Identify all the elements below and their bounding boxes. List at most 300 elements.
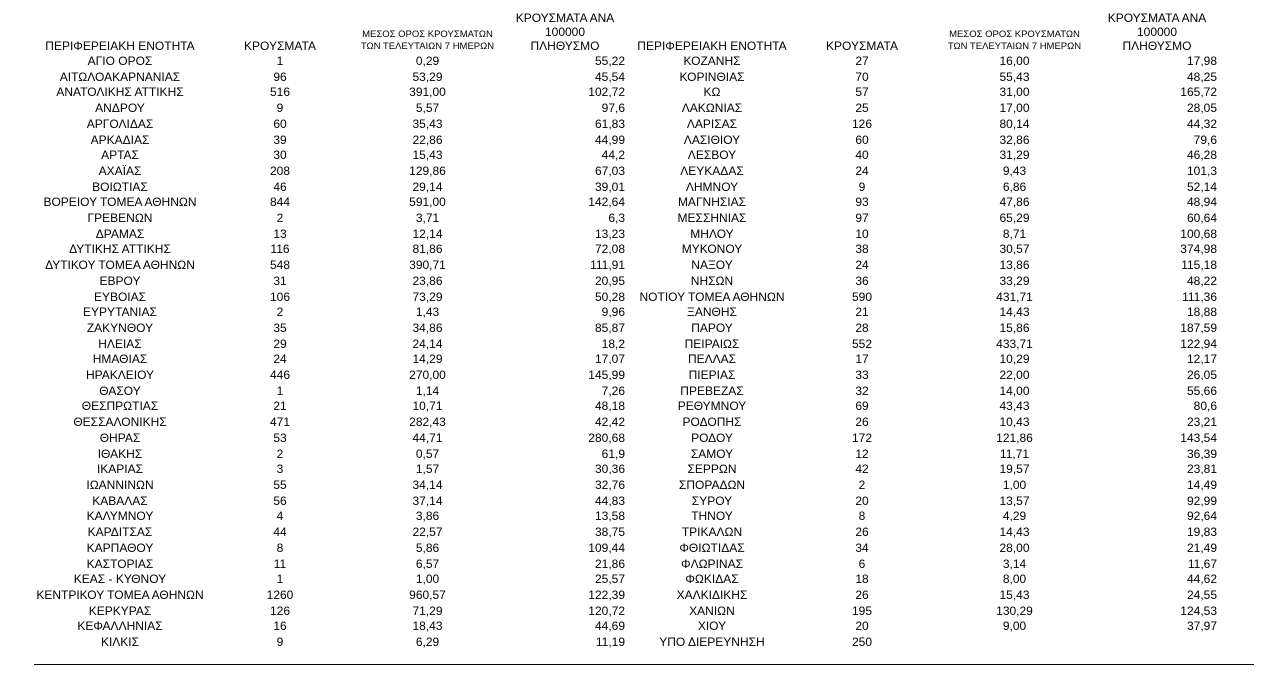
cell-avg7: 53,29: [412, 69, 443, 84]
cell-cases: 11: [273, 556, 287, 571]
cell-cases: 126: [851, 116, 873, 131]
cell-cases: 2: [276, 211, 284, 226]
header-cases: ΚΡΟΥΣΜΑΤΑ: [826, 39, 898, 53]
cell-per100k: 23,81: [1186, 462, 1217, 477]
cell-per100k: 6,3: [608, 211, 625, 226]
header-per100k-line2: ΠΛΗΘΥΣΜΟ: [1122, 39, 1192, 53]
cell-region: ΤΗΝΟΥ: [691, 509, 733, 524]
right-table-body: [632, 54, 1217, 651]
cell-region: ΛΑΣΙΘΙΟΥ: [683, 132, 741, 147]
table-row: [632, 541, 1217, 557]
cell-region: ΛΕΣΒΟΥ: [687, 148, 737, 163]
cell-region: ΑΝΔΡΟΥ: [95, 101, 145, 116]
cell-region: ΦΛΩΡΙΝΑΣ: [681, 556, 743, 571]
left-table-section: [30, 0, 625, 651]
cell-cases: 1: [276, 54, 284, 68]
cell-avg7: 433,71: [996, 336, 1033, 351]
cell-per100k: 115,18: [1181, 258, 1217, 273]
cell-per100k: 37,97: [1186, 619, 1217, 634]
cell-per100k: 48,94: [1186, 195, 1217, 210]
cell-per100k: 61,83: [594, 116, 625, 131]
cell-region: ΘΗΡΑΣ: [99, 430, 141, 445]
cell-avg7: 4,29: [1002, 509, 1027, 524]
table-row: [30, 70, 625, 86]
cell-avg7: 71,29: [412, 603, 443, 618]
cell-cases: 2: [858, 477, 866, 492]
cell-avg7: 23,86: [412, 273, 443, 288]
cell-region: ΑΝΑΤΟΛΙΚΗΣ ΑΤΤΙΚΗΣ: [56, 85, 184, 100]
cell-cases: 3: [276, 462, 284, 477]
cell-per100k: 80,6: [1193, 399, 1217, 414]
header-avg7-line1: ΜΕΣΟΣ ΟΡΟΣ ΚΡΟΥΣΜΑΤΩΝ: [362, 29, 493, 40]
cell-region: ΠΕΙΡΑΙΩΣ: [684, 336, 740, 351]
cell-cases: 46: [273, 179, 287, 194]
cell-avg7: 34,14: [412, 477, 443, 492]
cell-per100k: 44,2: [601, 148, 625, 163]
cell-cases: 30: [273, 148, 287, 163]
cell-cases: 195: [851, 603, 873, 618]
cell-avg7: 65,29: [999, 211, 1030, 226]
cell-per100k: 120,72: [588, 603, 625, 618]
table-row: [30, 101, 625, 117]
table-row: [30, 462, 625, 478]
cell-region: ΚΑΣΤΟΡΙΑΣ: [86, 556, 154, 571]
cell-per100k: 92,99: [1186, 493, 1217, 508]
cell-per100k: 61,9: [601, 446, 625, 461]
cell-per100k: 46,28: [1186, 148, 1217, 163]
cell-per100k: 50,28: [594, 289, 625, 304]
cell-region: ΛΑΚΩΝΙΑΣ: [681, 101, 743, 116]
table-row: [30, 525, 625, 541]
table-row: [30, 227, 625, 243]
table-row: [30, 180, 625, 196]
cell-cases: 16: [273, 619, 287, 634]
cell-per100k: 165,72: [1180, 85, 1217, 100]
table-row: [30, 321, 625, 337]
cell-avg7: 12,14: [412, 226, 443, 241]
header-region: ΠΕΡΙΦΕΡΕΙΑΚΗ ΕΝΟΤΗΤΑ: [637, 39, 787, 53]
cell-avg7: 9,43: [1002, 163, 1027, 178]
table-row: [30, 211, 625, 227]
cell-avg7: 121,86: [996, 430, 1033, 445]
cell-region: ΑΡΚΑΔΙΑΣ: [90, 132, 150, 147]
cell-avg7: 22,86: [412, 132, 443, 147]
table-row: [632, 211, 1217, 227]
cell-per100k: 143,54: [1180, 430, 1217, 445]
cell-region: ΚΕΡΚΥΡΑΣ: [88, 603, 152, 618]
cell-region: ΒΟΙΩΤΙΑΣ: [92, 179, 148, 194]
cell-cases: 18: [855, 572, 869, 587]
table-row: [30, 242, 625, 258]
cell-avg7: 30,57: [999, 242, 1030, 257]
cell-per100k: 44,62: [1186, 572, 1217, 587]
cell-per100k: 97,6: [601, 101, 625, 116]
cell-per100k: 101,3: [1186, 163, 1217, 178]
table-row: [632, 447, 1217, 463]
cell-avg7: 5,86: [415, 540, 440, 555]
table-row: [30, 431, 625, 447]
cell-per100k: 7,26: [601, 383, 625, 398]
cell-per100k: 32,76: [594, 477, 625, 492]
cell-per100k: 79,6: [1193, 132, 1217, 147]
cell-avg7: 31,00: [999, 85, 1030, 100]
table-row: [30, 274, 625, 290]
right-table-section: [632, 0, 1217, 651]
cell-avg7: 80,14: [999, 116, 1030, 131]
cell-avg7: 0,29: [415, 54, 440, 68]
cell-region: ΔΥΤΙΚΟΥ ΤΟΜΕΑ ΑΘΗΝΩΝ: [45, 258, 195, 273]
cell-per100k: 12,17: [1186, 352, 1217, 367]
cell-cases: 26: [855, 525, 869, 540]
cell-region: ΡΕΘΥΜΝΟΥ: [677, 399, 747, 414]
cell-cases: 25: [855, 101, 869, 116]
cell-region: ΘΕΣΠΡΩΤΙΑΣ: [81, 399, 159, 414]
cell-region: ΣΥΡΟΥ: [691, 493, 733, 508]
table-row: [30, 148, 625, 164]
cell-region: ΞΑΝΘΗΣ: [687, 305, 737, 320]
cell-region: ΔΥΤΙΚΗΣ ΑΤΤΙΚΗΣ: [69, 242, 171, 257]
cell-cases: 446: [269, 368, 291, 383]
cell-cases: 4: [276, 509, 284, 524]
cell-region: ΚΑΡΠΑΘΟΥ: [86, 540, 154, 555]
cell-region: ΚΑΡΔΙΤΣΑΣ: [87, 525, 153, 540]
cell-per100k: 38,75: [594, 525, 625, 540]
cell-cases: 8: [858, 509, 866, 524]
cell-region: ΚΑΛΥΜΝΟΥ: [86, 509, 154, 524]
cell-per100k: 9,96: [601, 305, 625, 320]
cell-cases: 39: [273, 132, 287, 147]
cell-per100k: 18,88: [1186, 305, 1217, 320]
cell-per100k: 48,22: [1186, 273, 1217, 288]
table-row: [632, 195, 1217, 211]
cell-cases: 2: [276, 305, 284, 320]
table-row: [632, 431, 1217, 447]
cell-region: ΔΡΑΜΑΣ: [95, 226, 145, 241]
table-row: [632, 321, 1217, 337]
table-row: [632, 227, 1217, 243]
cell-per100k: 100,68: [1180, 226, 1217, 241]
cell-cases: 27: [855, 54, 869, 68]
header-avg7-line2: ΤΩΝ ΤΕΛΕΥΤΑΙΩΝ 7 ΗΜΕΡΩΝ: [360, 41, 495, 52]
cell-avg7: 10,71: [412, 399, 443, 414]
cell-avg7: 8,00: [1002, 572, 1027, 587]
cell-region: ΦΘΙΩΤΙΔΑΣ: [679, 540, 745, 555]
table-row: [30, 337, 625, 353]
cell-region: ΝΗΣΩΝ: [690, 273, 734, 288]
cell-avg7: 9,00: [1002, 619, 1027, 634]
table-row: [632, 180, 1217, 196]
table-row: [632, 478, 1217, 494]
cell-per100k: 23,21: [1186, 415, 1217, 430]
cell-avg7: 591,00: [409, 195, 446, 210]
header-row: [30, 0, 625, 54]
cell-cases: 20: [855, 619, 869, 634]
table-row: [632, 290, 1217, 306]
cell-per100k: 48,25: [1186, 69, 1217, 84]
cell-region: ΚΕΦΑΛΛΗΝΙΑΣ: [77, 619, 163, 634]
cell-cases: 17: [855, 352, 869, 367]
cell-region: ΖΑΚΥΝΘΟΥ: [86, 320, 154, 335]
cell-cases: 36: [855, 273, 869, 288]
cell-region: ΕΥΡΥΤΑΝΙΑΣ: [83, 305, 157, 320]
cell-region: ΠΙΕΡΙΑΣ: [688, 368, 736, 383]
cell-cases: 2: [276, 446, 284, 461]
cell-cases: 844: [269, 195, 291, 210]
cell-avg7: 13,57: [999, 493, 1030, 508]
cell-region: ΑΓΙΟ ΟΡΟΣ: [87, 54, 153, 68]
table-row: [632, 415, 1217, 431]
cell-cases: 31: [273, 273, 287, 288]
cell-avg7: 129,86: [409, 163, 446, 178]
table-row: [30, 619, 625, 635]
table-row: [632, 164, 1217, 180]
cell-cases: 93: [855, 195, 869, 210]
cell-avg7: 14,00: [999, 383, 1030, 398]
cell-avg7: 282,43: [409, 415, 446, 430]
cell-cases: 208: [269, 163, 291, 178]
cell-avg7: 15,43: [999, 587, 1030, 602]
cell-per100k: 21,49: [1186, 540, 1217, 555]
cell-per100k: 145,99: [588, 368, 625, 383]
table-row: [632, 117, 1217, 133]
cell-cases: 548: [269, 258, 291, 273]
table-row: [30, 415, 625, 431]
cell-cases: 96: [273, 69, 287, 84]
cell-avg7: 14,43: [999, 525, 1030, 540]
header-avg7-line2: ΤΩΝ ΤΕΛΕΥΤΑΙΩΝ 7 ΗΜΕΡΩΝ: [947, 41, 1082, 52]
cell-per100k: 36,39: [1186, 446, 1217, 461]
cell-cases: 26: [855, 415, 869, 430]
cell-cases: 552: [851, 336, 873, 351]
cell-region: ΓΡΕΒΕΝΩΝ: [87, 211, 153, 226]
cell-region: ΕΒΡΟΥ: [99, 273, 141, 288]
cell-region: ΣΑΜΟΥ: [690, 446, 734, 461]
cell-per100k: 92,64: [1186, 509, 1217, 524]
cell-cases: 24: [273, 352, 287, 367]
cell-per100k: 44,99: [594, 132, 625, 147]
cell-per100k: 44,69: [594, 619, 625, 634]
table-row: [30, 557, 625, 573]
cell-region: ΡΟΔΟΠΗΣ: [682, 415, 742, 430]
table-row: [30, 447, 625, 463]
cell-region: ΤΡΙΚΑΛΩΝ: [681, 525, 743, 540]
cell-region: ΑΡΤΑΣ: [101, 148, 139, 163]
cell-per100k: 111,36: [1182, 289, 1217, 304]
cell-per100k: 11,19: [595, 635, 625, 650]
cell-per100k: 374,98: [1180, 242, 1217, 257]
cell-avg7: 6,57: [415, 556, 440, 571]
cell-per100k: 28,05: [1186, 101, 1217, 116]
cell-cases: 28: [855, 320, 869, 335]
cell-avg7: 6,86: [1002, 179, 1027, 194]
cell-avg7: 960,57: [409, 587, 446, 602]
table-row: [632, 525, 1217, 541]
cell-region: ΜΑΓΝΗΣΙΑΣ: [677, 195, 747, 210]
cell-avg7: 18,43: [412, 619, 443, 634]
cell-cases: 1: [276, 572, 284, 587]
cell-avg7: 22,57: [412, 525, 443, 540]
cell-region: ΑΧΑΪΑΣ: [98, 163, 142, 178]
cell-cases: 44: [273, 525, 287, 540]
cell-cases: 70: [855, 69, 869, 84]
cell-region: ΡΟΔΟΥ: [691, 430, 733, 445]
cell-avg7: 5,57: [415, 101, 440, 116]
cell-avg7: 55,43: [999, 69, 1030, 84]
cell-cases: 516: [269, 85, 291, 100]
cell-avg7: 1,14: [415, 383, 440, 398]
table-row: [632, 54, 1217, 70]
cell-per100k: 55,66: [1186, 383, 1217, 398]
cell-avg7: 32,86: [999, 132, 1030, 147]
table-row: [632, 101, 1217, 117]
cell-avg7: 13,86: [999, 258, 1030, 273]
table-row: [30, 117, 625, 133]
table-row: [632, 274, 1217, 290]
table-row: [632, 604, 1217, 620]
cell-per100k: 30,36: [594, 462, 625, 477]
cell-cases: 12: [855, 446, 869, 461]
cell-per100k: 42,42: [594, 415, 625, 430]
cell-region: ΕΥΒΟΙΑΣ: [93, 289, 147, 304]
cell-per100k: 109,44: [588, 540, 625, 555]
cell-region: ΑΡΓΟΛΙΔΑΣ: [86, 116, 154, 131]
cell-cases: 6: [858, 556, 866, 571]
cell-per100k: 52,14: [1186, 179, 1217, 194]
table-row: [632, 509, 1217, 525]
table-row: [30, 541, 625, 557]
cell-avg7: 22,00: [999, 368, 1030, 383]
cell-avg7: 1,57: [415, 462, 440, 477]
cell-cases: 34: [855, 540, 869, 555]
table-row: [632, 352, 1217, 368]
cell-region: ΧΑΝΙΩΝ: [689, 603, 735, 618]
table-row: [632, 557, 1217, 573]
header-avg7-line1: ΜΕΣΟΣ ΟΡΟΣ ΚΡΟΥΣΜΑΤΩΝ: [949, 29, 1080, 40]
cell-per100k: 122,94: [1180, 336, 1217, 351]
cases-table-left: [30, 0, 625, 651]
cell-avg7: 47,86: [999, 195, 1030, 210]
left-table-body: [30, 54, 625, 651]
cell-per100k: 13,58: [594, 509, 625, 524]
cell-region: ΝΑΞΟΥ: [691, 258, 733, 273]
cell-avg7: 1,00: [1002, 477, 1027, 492]
table-row: [30, 258, 625, 274]
table-row: [30, 133, 625, 149]
cell-avg7: 35,43: [412, 116, 443, 131]
table-row: [30, 290, 625, 306]
cell-region: ΠΕΛΛΑΣ: [687, 352, 737, 367]
cell-avg7: 19,57: [999, 462, 1030, 477]
cell-per100k: 19,83: [1186, 525, 1217, 540]
cell-region: ΗΡΑΚΛΕΙΟΥ: [85, 368, 155, 383]
cell-cases: 8: [276, 540, 284, 555]
cell-region: ΗΜΑΘΙΑΣ: [92, 352, 148, 367]
table-row: [632, 337, 1217, 353]
table-row: [632, 242, 1217, 258]
cell-cases: 106: [269, 289, 291, 304]
header-row: [632, 0, 1217, 54]
table-row: [30, 399, 625, 415]
cell-cases: 55: [273, 477, 287, 492]
table-row: [30, 478, 625, 494]
cell-cases: 9: [858, 179, 866, 194]
cell-per100k: 20,95: [594, 273, 625, 288]
cases-table-right: [632, 0, 1217, 651]
cell-per100k: 102,72: [588, 85, 625, 100]
table-row: [30, 195, 625, 211]
cell-avg7: 431,71: [996, 289, 1033, 304]
cell-cases: 21: [273, 399, 287, 414]
cell-cases: 9: [276, 101, 284, 116]
header-per100k: [505, 0, 625, 54]
table-row: [30, 85, 625, 101]
cell-avg7: 31,29: [999, 148, 1030, 163]
cell-per100k: 45,54: [594, 69, 625, 84]
table-row: [30, 164, 625, 180]
cell-avg7: 390,71: [409, 258, 446, 273]
cell-avg7: 130,29: [996, 603, 1033, 618]
cell-region: ΜΕΣΣΗΝΙΑΣ: [677, 211, 747, 226]
cell-region: ΘΑΣΟΥ: [99, 383, 141, 398]
cell-avg7: 14,43: [999, 305, 1030, 320]
cell-cases: 24: [855, 163, 869, 178]
table-row: [632, 368, 1217, 384]
cell-avg7: 0,57: [415, 446, 440, 461]
table-row: [632, 258, 1217, 274]
cell-region: ΧΑΛΚΙΔΙΚΗΣ: [676, 587, 748, 602]
cell-region: ΚΕΝΤΡΙΚΟΥ ΤΟΜΕΑ ΑΘΗΝΩΝ: [36, 587, 204, 602]
cell-region: ΚΩ: [703, 85, 721, 100]
header-cases: ΚΡΟΥΣΜΑΤΑ: [244, 39, 316, 53]
table-row: [632, 588, 1217, 604]
header-per100k-line2: ΠΛΗΘΥΣΜΟ: [530, 39, 600, 53]
cell-per100k: 26,05: [1186, 368, 1217, 383]
cell-per100k: 280,68: [588, 430, 625, 445]
cell-avg7: 73,29: [412, 289, 443, 304]
table-row: [30, 494, 625, 510]
cell-cases: 33: [855, 368, 869, 383]
cell-cases: 126: [269, 603, 291, 618]
cell-cases: 60: [855, 132, 869, 147]
cell-cases: 97: [855, 211, 869, 226]
header-avg7: [350, 0, 505, 54]
table-row: [632, 462, 1217, 478]
cell-per100k: 21,86: [594, 556, 625, 571]
cell-avg7: 3,14: [1002, 556, 1027, 571]
table-row: [632, 494, 1217, 510]
cell-region: ΛΑΡΙΣΑΣ: [686, 116, 738, 131]
cell-cases: 69: [855, 399, 869, 414]
cell-per100k: 13,23: [594, 226, 625, 241]
cell-region: ΛΗΜΝΟΥ: [685, 179, 739, 194]
cell-region: ΚΕΑΣ - ΚΥΘΝΟΥ: [73, 572, 167, 587]
cell-cases: 1: [276, 383, 284, 398]
cell-cases: 250: [851, 635, 873, 650]
cell-avg7: 16,00: [999, 54, 1030, 68]
cell-cases: 60: [273, 116, 287, 131]
header-per100k-line1: ΚΡΟΥΣΜΑΤΑ ΑΝΑ 100000: [1107, 11, 1207, 39]
cell-per100k: 39,01: [594, 179, 625, 194]
cell-per100k: 25,57: [594, 572, 625, 587]
table-row: [30, 384, 625, 400]
cell-avg7: 11,71: [999, 446, 1030, 461]
cell-per100k: 67,03: [594, 163, 625, 178]
cell-region: ΛΕΥΚΑΔΑΣ: [680, 163, 744, 178]
cell-cases: 53: [273, 430, 287, 445]
cell-cases: 10: [855, 226, 869, 241]
cell-per100k: 14,49: [1186, 477, 1217, 492]
table-row: [30, 604, 625, 620]
